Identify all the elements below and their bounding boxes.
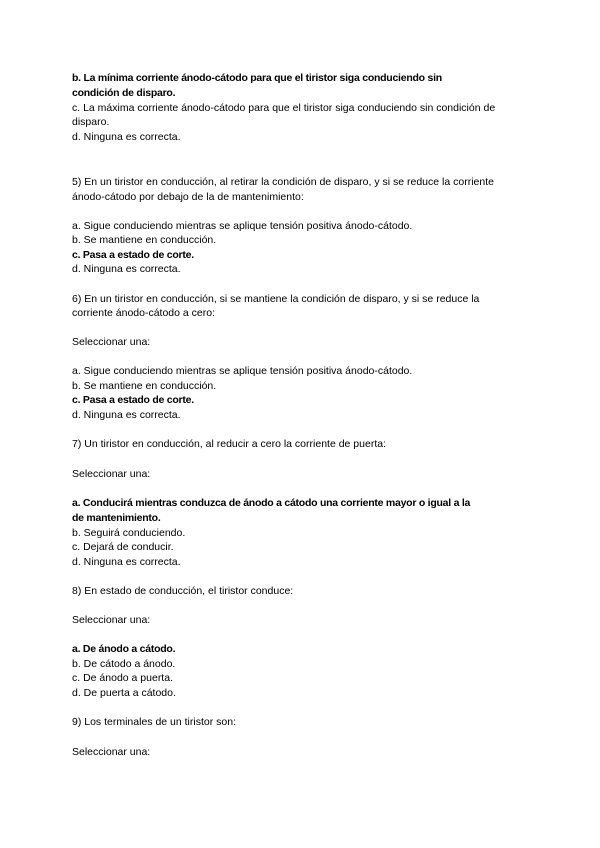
q8-option-a: a. De ánodo a cátodo. <box>72 643 176 655</box>
q7-option-c: c. Dejará de conducir. <box>72 541 174 553</box>
q7-question: 7) Un tiristor en conducción, al reducir a cero la corriente de puerta: <box>72 438 386 450</box>
q7-option-b: b. Seguirá conduciendo. <box>72 527 186 539</box>
q9-question: 9) Los terminales de un tiristor son: <box>72 716 236 728</box>
q4-option-c-line1: c. La máxima corriente ánodo-cátodo para que el tiristor siga conduciendo sin condición de <box>72 102 496 114</box>
q8-option-d: d. De puerta a cátodo. <box>72 687 176 699</box>
q5-option-d: d. Ninguna es correcta. <box>72 263 181 275</box>
q4-option-b-line1: b. La mínima corriente ánodo-cátodo para que el tiristor siga conduciendo sin <box>72 72 442 84</box>
q5-option-b: b. Se mantiene en conducción. <box>72 234 217 246</box>
q6-question-line1: 6) En un tiristor en conducción, si se mantiene la condición de disparo, y si se reduce la <box>72 293 480 305</box>
q8-option-b: b. De cátodo a ánodo. <box>72 658 176 670</box>
q6-option-d: d. Ninguna es correcta. <box>72 409 181 421</box>
q5-question-line2: ánodo-cátodo por debajo de la de mantenimiento: <box>72 191 304 203</box>
q7-option-d: d. Ninguna es correcta. <box>72 556 181 568</box>
q4-option-d: d. Ninguna es correcta. <box>72 131 181 143</box>
q6-option-b: b. Se mantiene en conducción. <box>72 380 217 392</box>
q8-select-prompt: Seleccionar una: <box>72 614 151 626</box>
q8-question: 8) En estado de conducción, el tiristor conduce: <box>72 585 294 597</box>
q8-option-c: c. De ánodo a puerta. <box>72 672 173 684</box>
q5-option-a: a. Sigue conduciendo mientras se aplique tensión positiva ánodo-cátodo. <box>72 220 413 232</box>
q6-option-c: c. Pasa a estado de corte. <box>72 394 194 406</box>
q9-select-prompt: Seleccionar una: <box>72 746 151 758</box>
q6-select-prompt: Seleccionar una: <box>72 336 151 348</box>
q6-option-a: a. Sigue conduciendo mientras se aplique tensión positiva ánodo-cátodo. <box>72 365 413 377</box>
q7-select-prompt: Seleccionar una: <box>72 468 151 480</box>
q4-option-b-line2: condición de disparo. <box>72 87 176 99</box>
q7-option-a-line2: de mantenimiento. <box>72 512 161 524</box>
q6-question-line2: corriente ánodo-cátodo a cero: <box>72 307 216 319</box>
q5-question-line1: 5) En un tiristor en conducción, al retirar la condición de disparo, y si se reduce la corriente <box>72 176 494 188</box>
q7-option-a-line1: a. Conducirá mientras conduzca de ánodo a cátodo una corriente mayor o igual a la <box>72 497 471 509</box>
q4-option-c-line2: disparo. <box>72 116 110 128</box>
q5-option-c: c. Pasa a estado de corte. <box>72 249 194 261</box>
